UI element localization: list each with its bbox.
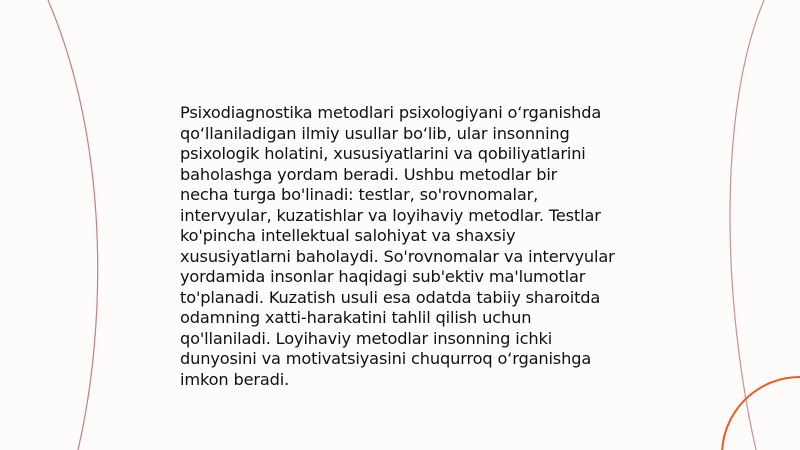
accent-circle	[722, 377, 800, 450]
left-arc	[48, 0, 98, 450]
right-arc	[730, 0, 764, 450]
body-paragraph: Psixodiagnostika metodlari psixologiyani o‘rganishda qo‘llaniladigan ilmiy usullar bo‘lib, ular insonning psixologik holatini, xususiyatlarini va qobiliyatlarini baholashga yordam beradi. Ushbu metodlar bir necha turga bo'linadi: testlar, so'rovnomalar, intervyular, kuzatishlar va loyihaviy metodlar. Testlar ko'pincha intellektual salohiyat va shaxsiy xususiyatlarni baholaydi. So'rovnomalar va intervyular yordamida insonlar haqidagi sub'ektiv ma'lumotlar to'planadi. Kuzatish usuli esa odatda tabiiy sharoitda odamning xatti-harakatini tahlil qilish uchun qo'llaniladi. Loyihaviy metodlar insonning ichki dunyosini va motivatsiyasini chuqurroq o‘rganishga imkon beradi.	[180, 103, 615, 389]
